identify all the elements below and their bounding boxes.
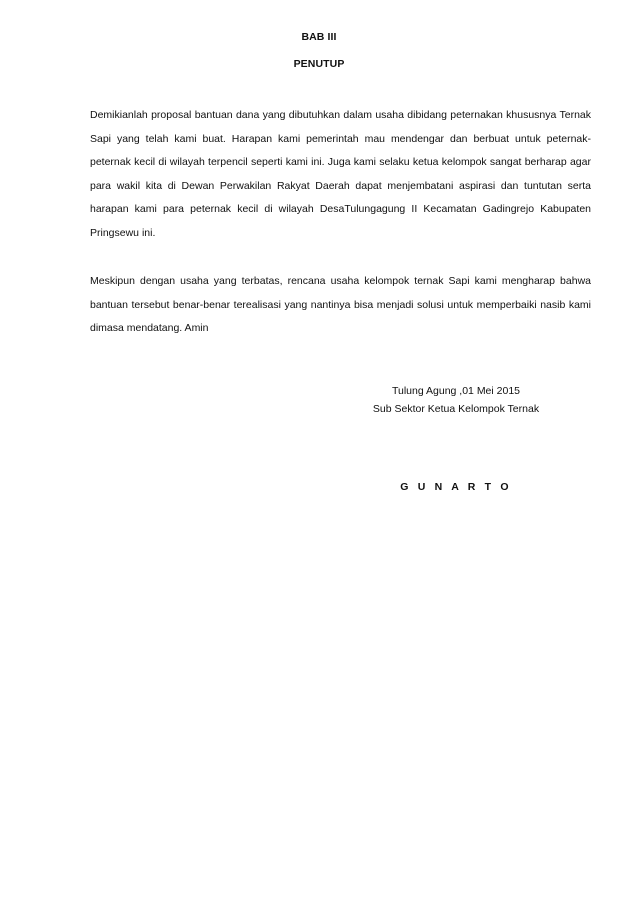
signature-block [356,382,556,418]
signature-place-date: Tulung Agung ,01 Mei 2015 [391,385,521,397]
closing-paragraph-2: Meskipun dengan usaha yang terbatas, rencana usaha kelompok ternak Sapi kami mengharap bahwa bantuan tersebut benar-benar terealisasi yang nantinya bisa menjadi solusi untuk memperbaiki nasib kami dimasa mendatang. Amin [90,275,591,334]
signer-name: G U N A R T O [400,481,512,493]
signature-position: Sub Sektor Ketua Kelompok Ternak [372,403,540,415]
closing-paragraph-1: Demikianlah proposal bantuan dana yang dibutuhkan dalam usaha dibidang peternakan khususnya Ternak Sapi yang telah kami buat. Harapan kami pemerintah mau mendengar dan berbuat untuk peternak-peternak kecil di wilayah terpencil seperti kami ini. Juga kami selaku ketua kelompok sangat berharap agar para wakil kita di Dewan Perwakilan Rakyat Daerah dapat menjembatani aspirasi dan tuntutan serta harapan kami para peternak kecil di wilayah DesaTulungagung II Kecamatan Gadingrejo Kabupaten Pringsewu ini. [90,109,591,239]
chapter-number: BAB III [301,31,337,43]
chapter-title: PENUTUP [293,58,345,70]
